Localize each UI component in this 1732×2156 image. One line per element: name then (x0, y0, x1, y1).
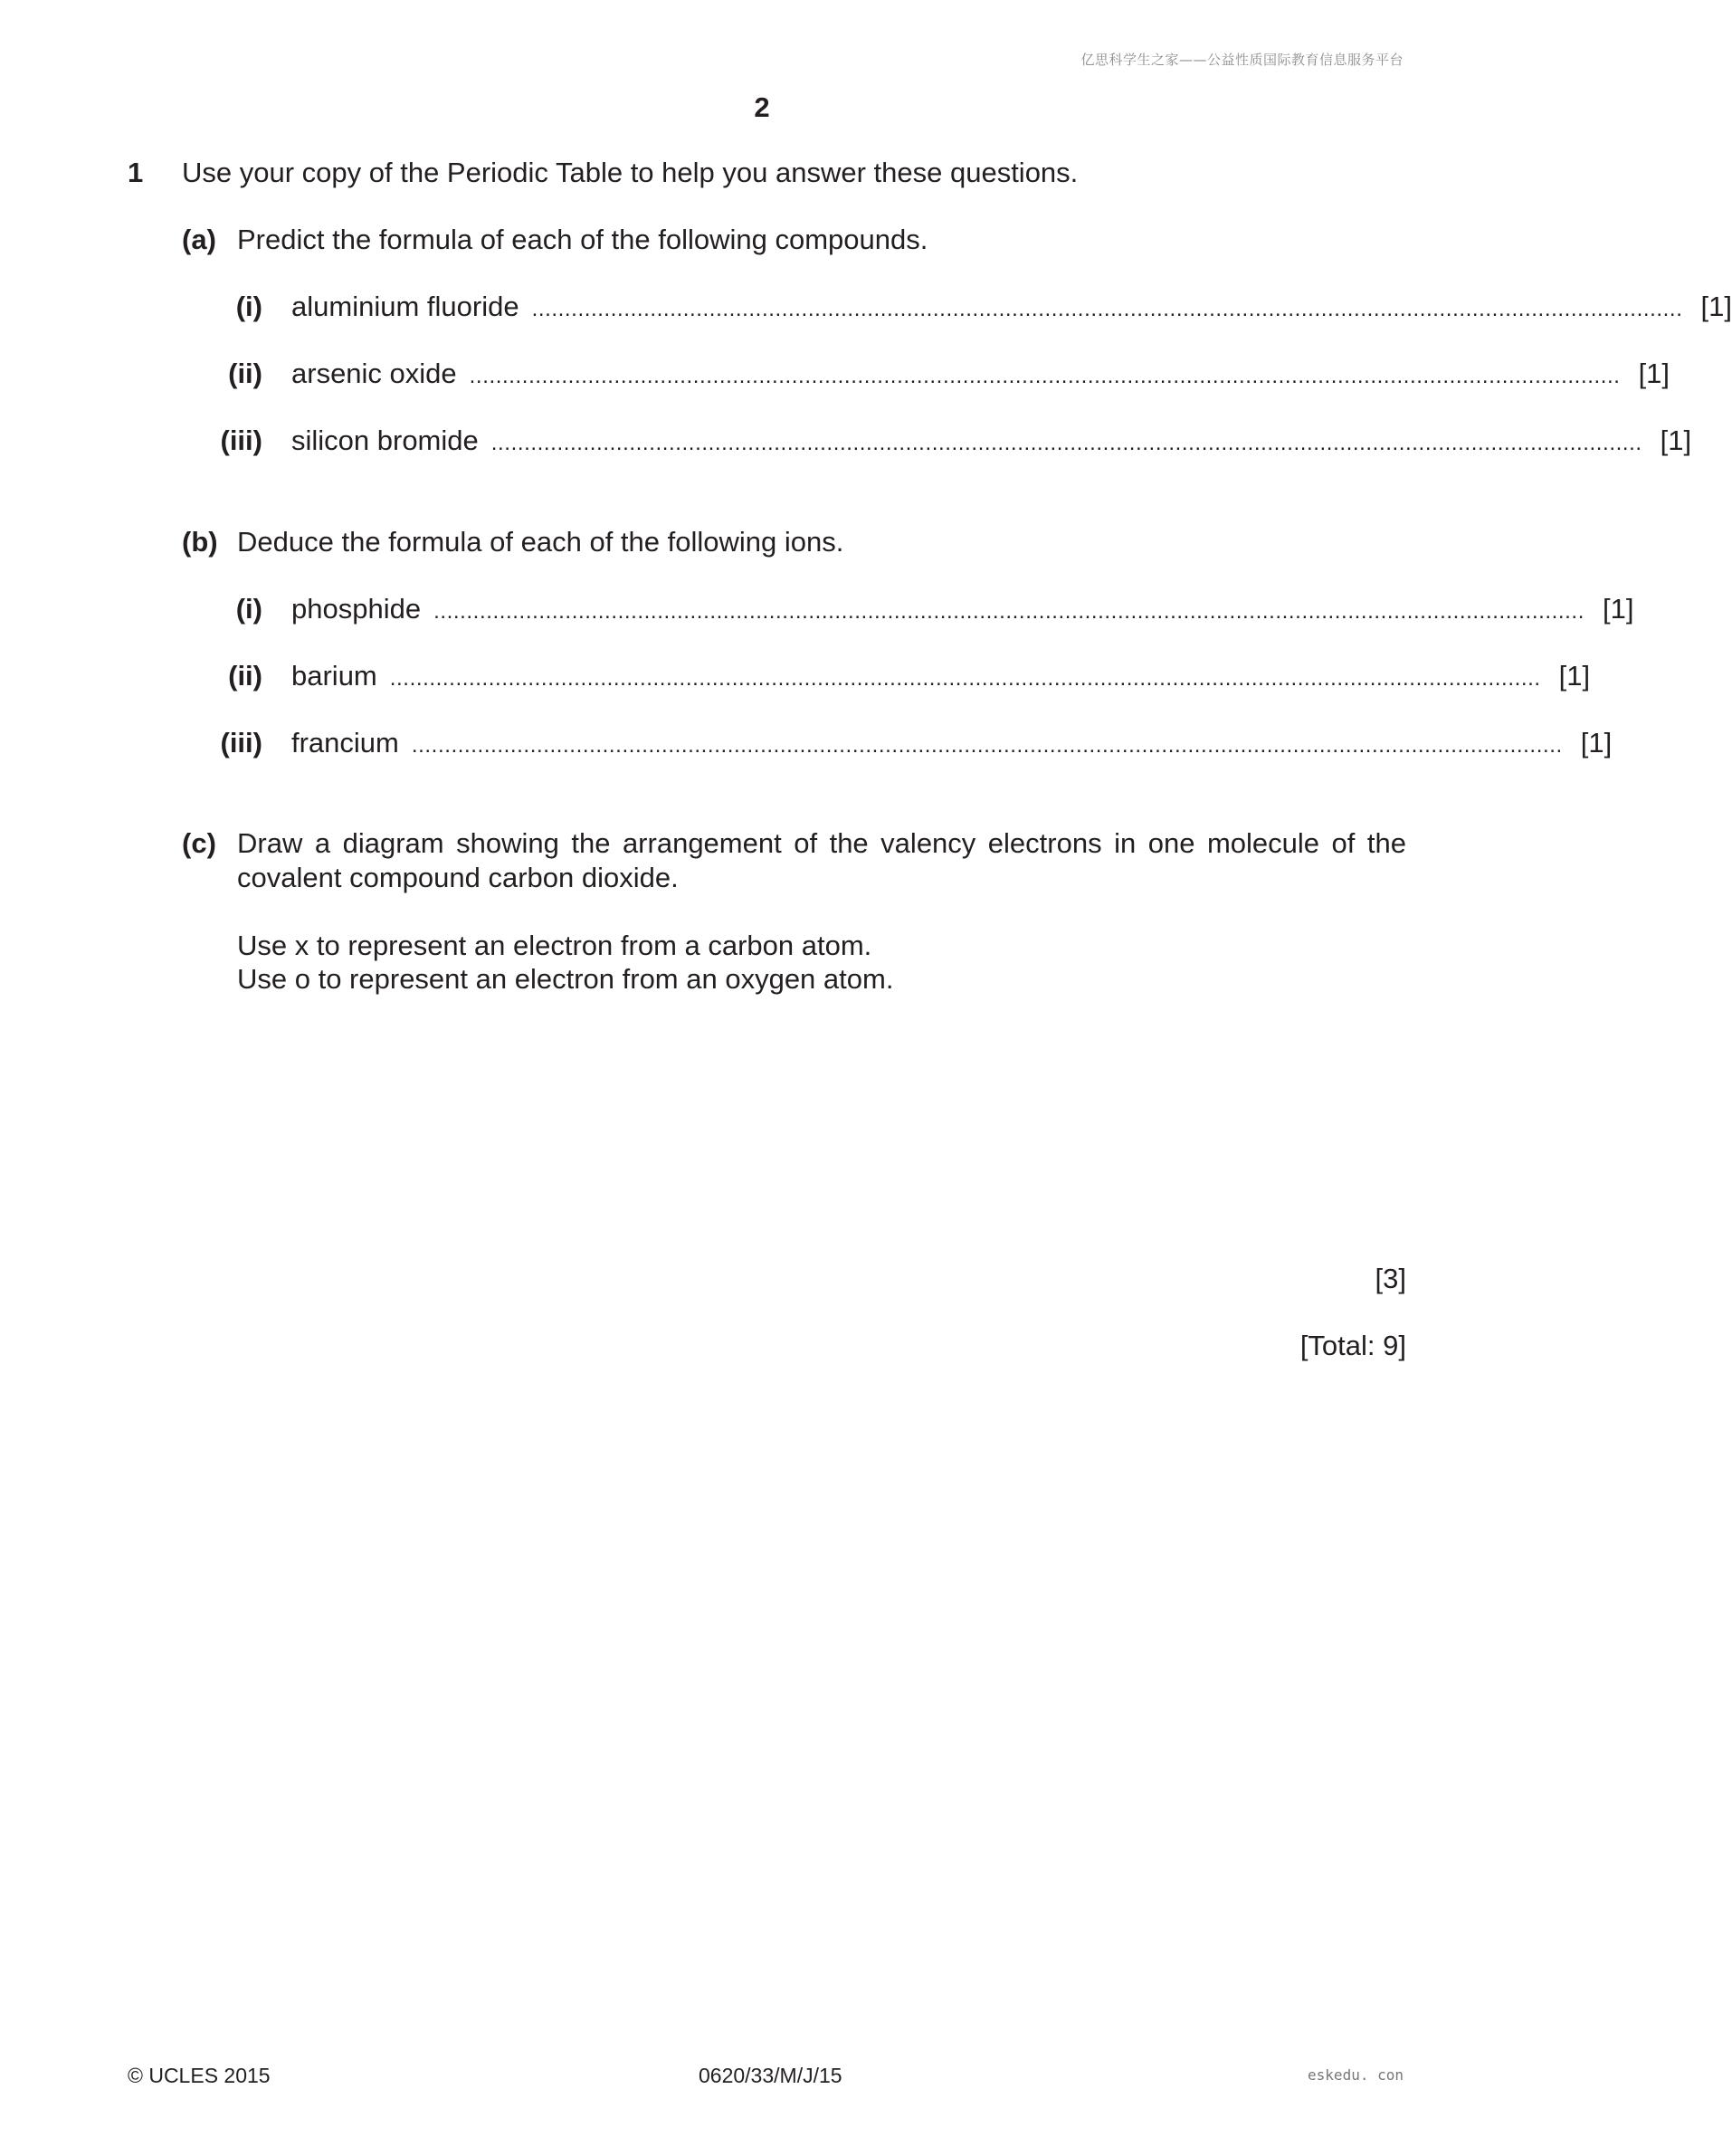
answer-line-phosphide[interactable] (291, 592, 1634, 625)
dotted-answer-line: ............................................................................................................................................................................... (531, 297, 1683, 321)
part-c-marks: [3] (1375, 1263, 1406, 1294)
item-text: arsenic oxide (291, 358, 457, 389)
marks-label: [1] (1638, 358, 1670, 389)
part-c-instruction-carbon: Use x to represent an electron from a carbon atom. (237, 930, 872, 961)
marks-label: [1] (1660, 425, 1692, 456)
footer-copyright: © UCLES 2015 (128, 2064, 271, 2087)
page-number: 2 (754, 91, 770, 123)
dotted-answer-line: ............................................................................................................................................................................... (490, 431, 1642, 455)
marks-label: [1] (1580, 727, 1613, 758)
watermark-text: 亿思科学生之家——公益性质国际教育信息服务平台 (1080, 52, 1404, 68)
item-text: phosphide (291, 593, 422, 625)
answer-line-aluminium-fluoride[interactable] (291, 290, 1732, 323)
total-marks: [Total: 9] (1299, 1330, 1406, 1361)
marks-label: [1] (1602, 593, 1634, 625)
item-text: silicon bromide (291, 425, 479, 456)
dotted-answer-line: ............................................................................................................................................................................... (469, 364, 1621, 388)
dotted-answer-line: ............................................................................................................................................................................... (411, 733, 1563, 758)
answer-line-francium[interactable] (291, 726, 1613, 759)
footer-site: eskedu. con (1308, 2066, 1404, 2084)
answer-line-silicon-bromide[interactable] (291, 424, 1692, 457)
item-text: barium (291, 660, 377, 692)
part-b-prompt: Deduce the formula of each of the following ions. (237, 526, 844, 558)
part-b-label: (b) (182, 526, 218, 558)
marks-label: [1] (1558, 660, 1591, 692)
part-a-prompt: Predict the formula of each of the following compounds. (237, 224, 928, 255)
marks-label: [1] (1700, 291, 1732, 322)
footer-paper-code: 0620/33/M/J/15 (699, 2064, 842, 2087)
part-a-item-i-label: (i) (235, 291, 262, 322)
part-c-label: (c) (182, 827, 216, 859)
part-a-item-ii-label: (ii) (228, 358, 262, 389)
diagram-answer-space[interactable] (237, 1005, 1406, 1249)
part-a-label: (a) (182, 224, 216, 255)
part-b-item-i-label: (i) (235, 593, 262, 625)
part-c-prompt: Draw a diagram showing the arrangement of the valency electrons in one molecule of the covalent compound carbon dioxide. (237, 827, 1406, 893)
part-b-item-iii-label: (iii) (220, 727, 262, 758)
part-c-instruction-oxygen: Use o to represent an electron from an oxygen atom. (237, 963, 894, 995)
dotted-answer-line: ............................................................................................................................................................................... (433, 599, 1584, 624)
question-prompt: Use your copy of the Periodic Table to help you answer these questions. (182, 157, 1079, 188)
item-text: francium (291, 727, 399, 758)
answer-line-arsenic-oxide[interactable] (291, 357, 1670, 390)
answer-line-barium[interactable] (291, 659, 1591, 692)
question-number: 1 (128, 157, 144, 188)
dotted-answer-line: ............................................................................................................................................................................... (389, 666, 1541, 691)
item-text: aluminium fluoride (291, 291, 519, 322)
part-a-item-iii-label: (iii) (220, 425, 262, 456)
part-b-item-ii-label: (ii) (228, 660, 262, 692)
